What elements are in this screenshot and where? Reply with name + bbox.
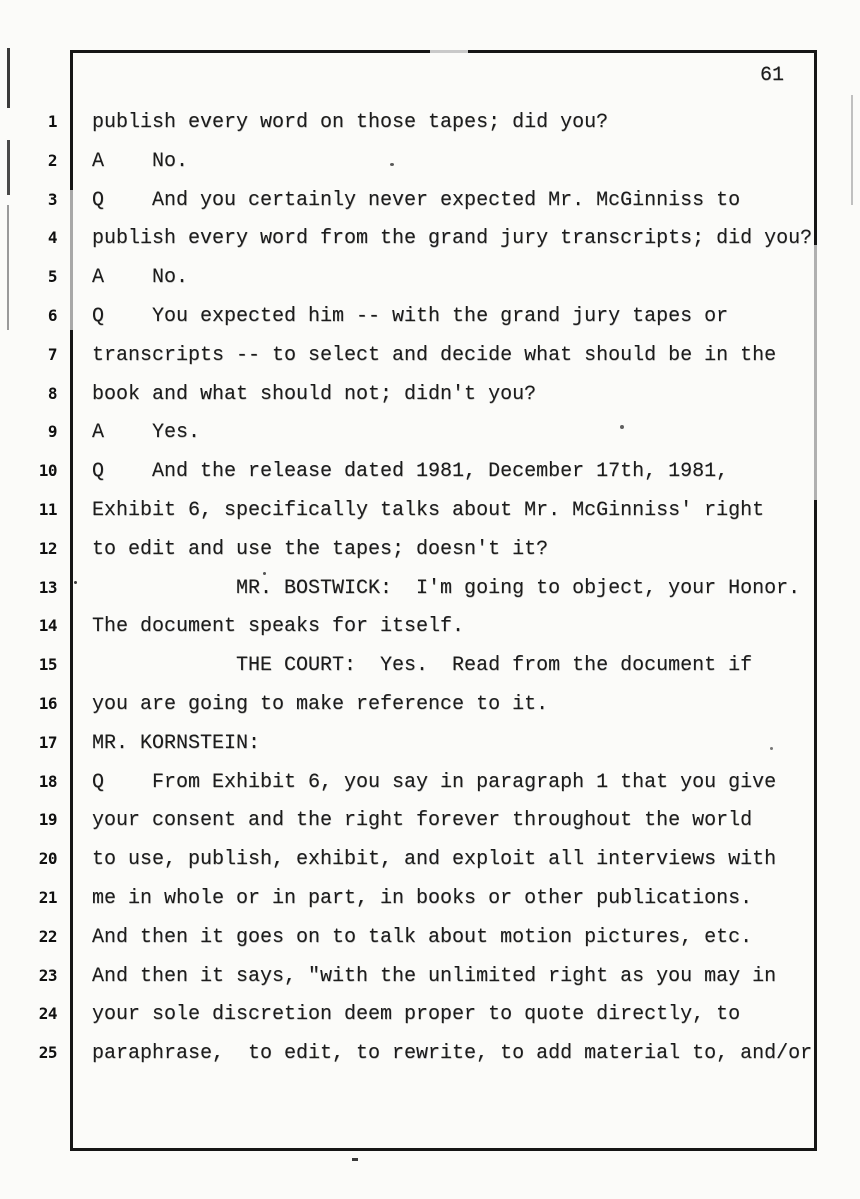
scan-artifact xyxy=(770,747,773,750)
transcript-line xyxy=(0,227,860,266)
transcript-line xyxy=(0,615,860,654)
line-text: And then it says, "with the unlimited right as you may in xyxy=(92,964,777,988)
line-text: And then it goes on to talk about motion pictures, etc. xyxy=(92,925,753,949)
transcript-line xyxy=(0,926,860,965)
transcript-line xyxy=(0,732,860,771)
line-number: 16 xyxy=(38,693,57,713)
line-number: 6 xyxy=(47,305,57,325)
transcript-line xyxy=(0,421,860,460)
transcript-lines xyxy=(0,111,860,1081)
line-number: 1 xyxy=(47,112,57,131)
scan-artifact xyxy=(352,1158,358,1161)
border-wear-mark xyxy=(430,50,468,53)
transcript-line xyxy=(0,848,860,887)
line-number: 2 xyxy=(47,150,57,170)
transcript-line xyxy=(0,499,860,538)
line-text: A No. xyxy=(92,266,189,290)
page-number: 61 xyxy=(760,64,785,87)
transcript-line xyxy=(0,344,860,383)
transcript-line xyxy=(0,538,860,577)
line-number: 21 xyxy=(38,887,57,907)
transcript-line xyxy=(0,1042,860,1081)
line-text: to edit and use the tapes; doesn't it? xyxy=(92,537,549,561)
transcript-line xyxy=(0,150,860,189)
line-number: 3 xyxy=(47,189,57,209)
line-text: Q And you certainly never expected Mr. McGinniss to xyxy=(92,188,741,212)
line-number: 17 xyxy=(38,732,57,752)
line-number: 4 xyxy=(47,228,57,248)
transcript-line xyxy=(0,1003,860,1042)
transcript-line xyxy=(0,577,860,616)
line-number: 23 xyxy=(38,965,57,985)
line-text: your sole discretion deem proper to quote directly, to xyxy=(92,1003,741,1027)
transcript-line xyxy=(0,460,860,499)
transcript-line xyxy=(0,111,860,150)
line-text: MR. BOSTWICK: I'm going to object, your Honor. xyxy=(92,576,801,600)
scan-artifact xyxy=(7,48,10,108)
scan-artifact xyxy=(74,581,77,584)
transcript-line xyxy=(0,771,860,810)
transcript-line xyxy=(0,383,860,422)
line-number: 12 xyxy=(38,538,57,558)
transcript-line xyxy=(0,266,860,305)
line-number: 18 xyxy=(38,771,57,791)
line-text: your consent and the right forever throughout the world xyxy=(92,809,753,833)
line-text: Q And the release dated 1981, December 17th, 1981, xyxy=(92,460,729,484)
line-number: 14 xyxy=(38,616,57,636)
line-number: 13 xyxy=(38,577,57,597)
line-text: paraphrase, to edit, to rewrite, to add material to, and/or xyxy=(92,1042,813,1066)
transcript-line xyxy=(0,693,860,732)
line-number: 20 xyxy=(38,849,57,869)
line-number: 24 xyxy=(38,1004,57,1024)
line-text: MR. KORNSTEIN: xyxy=(92,731,261,755)
line-text: me in whole or in part, in books or other publications. xyxy=(92,886,753,910)
transcript-line xyxy=(0,654,860,693)
scan-artifact xyxy=(7,140,10,195)
scan-artifact xyxy=(7,205,9,330)
scan-artifact xyxy=(851,95,853,205)
line-number: 11 xyxy=(38,499,57,519)
line-text: Exhibit 6, specifically talks about Mr. McGinniss' right xyxy=(92,498,765,522)
line-number: 9 xyxy=(47,422,57,442)
line-number: 15 xyxy=(38,655,57,675)
transcript-line xyxy=(0,809,860,848)
transcript-line xyxy=(0,965,860,1004)
line-text: you are going to make reference to it. xyxy=(92,692,549,716)
scan-artifact xyxy=(390,163,394,166)
line-number: 10 xyxy=(38,461,57,481)
line-text: A Yes. xyxy=(92,421,201,445)
line-number: 5 xyxy=(47,267,57,287)
scan-artifact xyxy=(263,572,266,575)
transcript-line xyxy=(0,189,860,228)
transcript-line xyxy=(0,305,860,344)
line-text: The document speaks for itself. xyxy=(92,615,465,639)
line-text: THE COURT: Yes. Read from the document if xyxy=(92,654,753,678)
line-number: 19 xyxy=(38,810,57,830)
line-text: transcripts -- to select and decide what should be in the xyxy=(92,343,777,367)
line-text: book and what should not; didn't you? xyxy=(92,382,537,406)
transcript-line xyxy=(0,887,860,926)
line-text: publish every word on those tapes; did you? xyxy=(92,111,609,134)
line-text: Q You expected him -- with the grand jury tapes or xyxy=(92,304,729,328)
line-number: 8 xyxy=(47,383,57,403)
scan-artifact xyxy=(620,425,624,429)
line-number: 7 xyxy=(47,344,57,364)
line-text: A No. xyxy=(92,149,189,173)
line-number: 22 xyxy=(38,926,57,946)
line-number: 25 xyxy=(38,1043,57,1063)
line-text: Q From Exhibit 6, you say in paragraph 1 that you give xyxy=(92,770,777,794)
line-text: publish every word from the grand jury transcripts; did you? xyxy=(92,227,813,251)
line-text: to use, publish, exhibit, and exploit all interviews with xyxy=(92,848,777,872)
